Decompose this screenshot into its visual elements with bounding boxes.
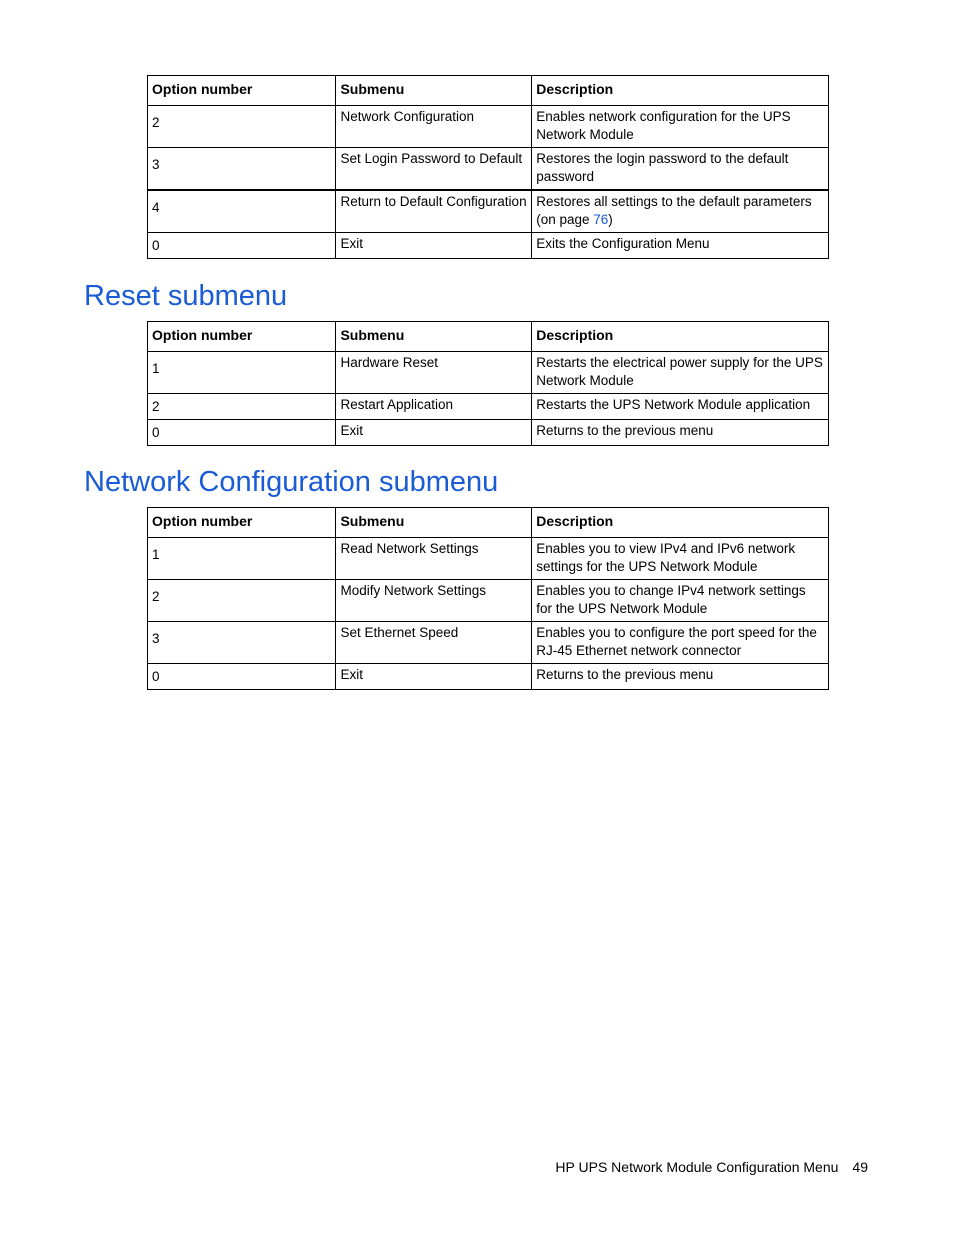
header-description: Description [532,76,829,106]
page-number: 49 [852,1159,868,1175]
table-header-row [148,322,829,352]
table-header-row [148,76,829,106]
option-number-cell: 0 [148,664,336,690]
table-row [148,352,829,394]
submenu-cell: Hardware Reset [336,352,532,394]
description-cell: Restores the login password to the default password [532,148,829,191]
description-text: Restores all settings to the default parameters (on page [536,194,812,227]
option-number-cell: 2 [148,106,336,148]
reset-submenu-heading: Reset submenu [84,280,288,312]
description-cell: Restarts the electrical power supply for the UPS Network Module [532,352,829,394]
option-number-cell: 4 [148,190,336,233]
table-row [148,538,829,580]
option-number-cell: 2 [148,394,336,420]
option-number-cell: 2 [148,580,336,622]
description-cell: Exits the Configuration Menu [532,233,829,259]
network-configuration-submenu-table [147,507,829,690]
submenu-cell: Exit [336,233,532,259]
page-link[interactable]: 76 [593,212,609,227]
header-description: Description [532,508,829,538]
table-row [148,394,829,420]
description-text: ) [608,212,613,227]
header-submenu: Submenu [336,76,532,106]
table-row [148,664,829,690]
submenu-cell: Return to Default Configuration [336,190,532,233]
submenu-cell: Set Ethernet Speed [336,622,532,664]
table-row [148,580,829,622]
description-cell: Restarts the UPS Network Module application [532,394,829,420]
table-row [148,622,829,664]
option-number-cell: 3 [148,622,336,664]
submenu-cell: Network Configuration [336,106,532,148]
header-description: Description [532,322,829,352]
option-number-cell: 0 [148,233,336,259]
submenu-cell: Set Login Password to Default [336,148,532,191]
submenu-cell: Read Network Settings [336,538,532,580]
page-footer [555,1159,868,1175]
table-row [148,233,829,259]
submenu-cell: Modify Network Settings [336,580,532,622]
header-submenu: Submenu [336,322,532,352]
description-cell: Enables you to view IPv4 and IPv6 network settings for the UPS Network Module [532,538,829,580]
option-number-cell: 1 [148,538,336,580]
submenu-cell: Exit [336,664,532,690]
description-cell [532,190,829,233]
submenu-cell: Exit [336,420,532,446]
table-row [148,148,829,191]
header-submenu: Submenu [336,508,532,538]
header-option-number: Option number [148,508,336,538]
description-cell: Enables network configuration for the UPS Network Module [532,106,829,148]
header-option-number: Option number [148,322,336,352]
table-row [148,190,829,233]
submenu-cell: Restart Application [336,394,532,420]
network-configuration-submenu-heading: Network Configuration submenu [84,466,499,498]
reset-submenu-table [147,321,829,446]
table-row [148,420,829,446]
table-row [148,106,829,148]
description-cell: Enables you to configure the port speed for the RJ-45 Ethernet network connector [532,622,829,664]
description-cell: Returns to the previous menu [532,420,829,446]
option-number-cell: 1 [148,352,336,394]
header-option-number: Option number [148,76,336,106]
description-cell: Returns to the previous menu [532,664,829,690]
table-header-row [148,508,829,538]
option-number-cell: 3 [148,148,336,191]
config-menu-table [147,75,829,259]
description-cell: Enables you to change IPv4 network settings for the UPS Network Module [532,580,829,622]
footer-title: HP UPS Network Module Configuration Menu [555,1159,839,1175]
option-number-cell: 0 [148,420,336,446]
